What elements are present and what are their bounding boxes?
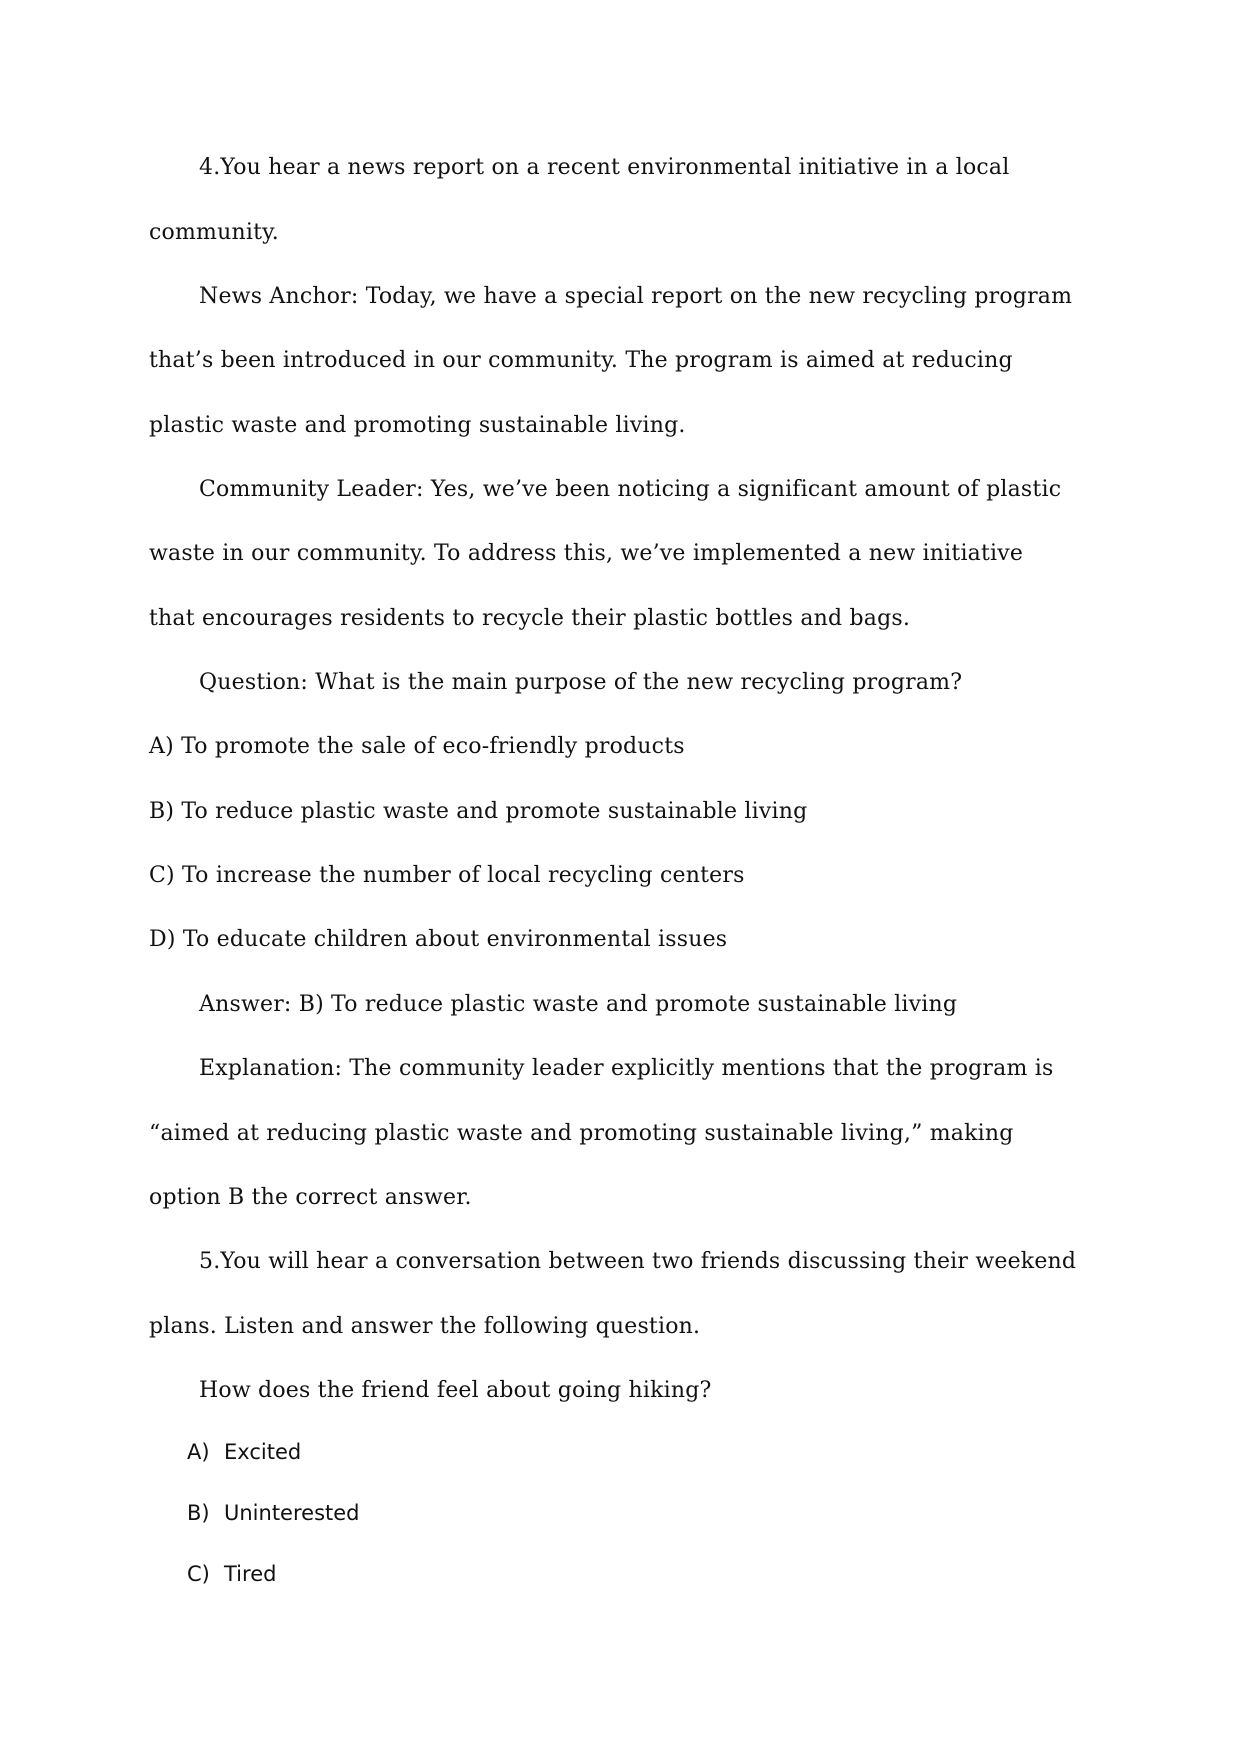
q4-option-b: B) To reduce plastic waste and promote sustainable living [149, 799, 808, 824]
q4-intro-line-2: community. [149, 220, 280, 245]
q5-intro-line-2: plans. Listen and answer the following question. [149, 1314, 701, 1339]
q5-option-b-label: B) [187, 1501, 210, 1525]
q4-option-d: D) To educate children about environmental issues [149, 927, 728, 952]
q4-anchor-line-1: News Anchor: Today, we have a special report on the new recycling program [199, 284, 1073, 309]
q4-anchor-line-2: that’s been introduced in our community. The program is aimed at reducing [149, 348, 1013, 373]
q5-question: How does the friend feel about going hiking? [199, 1378, 712, 1403]
q5-intro-line-1: 5.You will hear a conversation between two friends discussing their weekend [199, 1249, 1077, 1274]
q5-option-a-text: Excited [224, 1440, 302, 1464]
q4-option-a: A) To promote the sale of eco-friendly products [149, 734, 685, 759]
q4-answer: Answer: B) To reduce plastic waste and promote sustainable living [199, 992, 958, 1017]
q4-leader-line-3: that encourages residents to recycle their plastic bottles and bags. [149, 606, 911, 631]
q5-option-c-text: Tired [224, 1562, 277, 1586]
q4-leader-line-1: Community Leader: Yes, we’ve been noticing a significant amount of plastic [199, 477, 1062, 502]
q4-question: Question: What is the main purpose of the new recycling program? [199, 670, 963, 695]
q5-option-a [187, 1437, 301, 1467]
q5-option-c-label: C) [187, 1562, 210, 1586]
q4-explanation-line-2: “aimed at reducing plastic waste and promoting sustainable living,” making [149, 1121, 1014, 1146]
q4-explanation-line-3: option B the correct answer. [149, 1185, 472, 1210]
q5-option-b [187, 1498, 360, 1528]
q4-intro-line-1: 4.You hear a news report on a recent environmental initiative in a local [199, 155, 1010, 180]
q5-option-a-label: A) [187, 1440, 210, 1464]
q4-explanation-line-1: Explanation: The community leader explicitly mentions that the program is [199, 1056, 1054, 1081]
q4-option-c: C) To increase the number of local recycling centers [149, 863, 745, 888]
q4-anchor-line-3: plastic waste and promoting sustainable living. [149, 413, 686, 438]
q4-leader-line-2: waste in our community. To address this, we’ve implemented a new initiative [149, 541, 1024, 566]
q5-option-c [187, 1559, 276, 1589]
q5-option-b-text: Uninterested [224, 1501, 360, 1525]
